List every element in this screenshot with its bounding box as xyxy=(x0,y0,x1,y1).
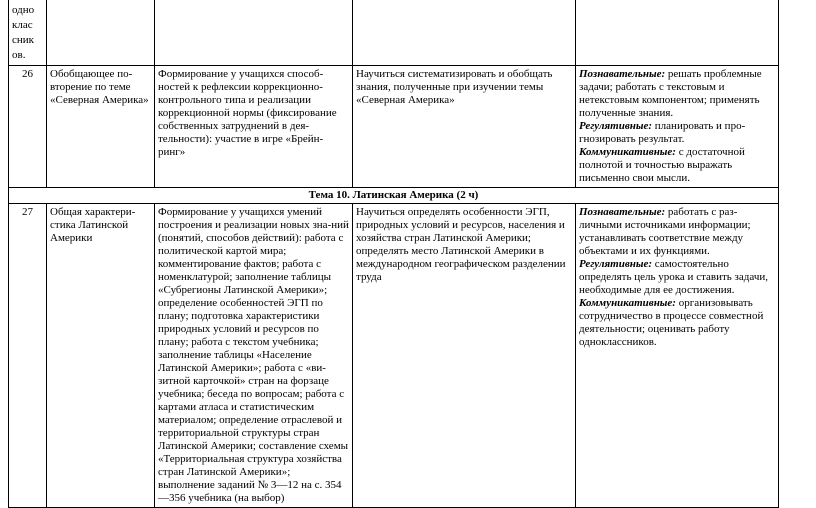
table-row xyxy=(9,204,779,508)
table-row xyxy=(9,0,779,66)
cognitive-label: Познавательные: xyxy=(579,68,666,80)
fragment-line: клас xyxy=(12,19,33,31)
fragment-line: одно xyxy=(12,4,35,16)
table-row xyxy=(9,66,779,188)
empty-cell xyxy=(353,0,576,66)
empty-cell xyxy=(576,0,779,66)
empty-cell xyxy=(155,0,353,66)
regulatory-text: самостоятельно определять цель урока и ставить задачи, необходимые для ее достижения. xyxy=(579,258,768,296)
lesson-plan-table xyxy=(8,0,779,508)
communicative-text: с достаточной полнотой и точностью выражать письменно свои мысли. xyxy=(579,146,745,184)
communicative-label: Коммуникативные: xyxy=(579,146,676,158)
activity-cell: Формирование у учащихся умений построения и реализации новых зна-ний (понятий, способов действий): работа с политической картой мира; комментирование фактов; работа с номенклатурой; заполнение таблицы «Субрегионы Латинской Америки»; определение особенностей ЭГП по плану; подготовка характеристики природных условий и ресурсов по плану; работа с текстом учебника; заполнение таблицы «Население Латинской Америки»; работа с «ви-зитной карточкой» стран на форзаце учебника; беседа по вопросам; работа с картами атласа и статистическим материалом; определение отраслевой и территориальной структуры стран Латинской Америки; составление схемы «Территориальная структура хозяйства стран Латинской Америки»; выполнение заданий № 3—12 на с. 354—356 учебника (на выбор) xyxy=(155,204,353,508)
fragment-line: сник xyxy=(12,34,34,46)
uud-cell xyxy=(576,204,779,508)
empty-cell xyxy=(47,0,155,66)
lesson-number: 26 xyxy=(9,66,47,188)
lesson-title: Общая характери-стика Латинской Америки xyxy=(47,204,155,508)
cognitive-text: работать с раз-личными источниками информации; устанавливать соответствие между объектами и их функциями. xyxy=(579,206,751,257)
regulatory-text: планировать и про-гнозировать результат. xyxy=(579,120,746,145)
activity-cell: Формирование у учащихся способ-ностей к рефлексии коррекционно-контрольного типа и реализации коррекционной нормы (фиксирование собственных затруднений в дея-тельности): участие в игре «Брейн-ринг» xyxy=(155,66,353,188)
subject-results-cell: Научиться систематизировать и обобщать знания, полученные при изучении темы «Северная Америка» xyxy=(353,66,576,188)
cognitive-label: Познавательные: xyxy=(579,206,666,218)
subject-results-cell: Научиться определять особенности ЭГП, природных условий и ресурсов, населения и хозяйства стран Латинской Америки; определять место Латинской Америки в международном географическом разделении труда xyxy=(353,204,576,508)
table-row xyxy=(9,188,779,204)
lesson-number: 27 xyxy=(9,204,47,508)
cognitive-text: решать проблемные задачи; работать с текстовым и нетекстовым компонентом; применять полученные знания. xyxy=(579,68,762,119)
theme-heading: Тема 10. Латинская Америка (2 ч) xyxy=(9,188,779,204)
communicative-label: Коммуникативные: xyxy=(579,297,676,309)
communicative-text: организовывать сотрудничество в процессе совместной деятельности; оценивать работу одноклассников. xyxy=(579,297,764,348)
lesson-title: Обобщающее по-вторение по теме «Северная Америка» xyxy=(47,66,155,188)
regulatory-label: Регулятивные: xyxy=(579,120,653,132)
regulatory-label: Регулятивные: xyxy=(579,258,653,270)
fragment-line: ов. xyxy=(12,49,26,61)
uud-cell xyxy=(576,66,779,188)
top-row-fragment-cell xyxy=(9,0,47,66)
